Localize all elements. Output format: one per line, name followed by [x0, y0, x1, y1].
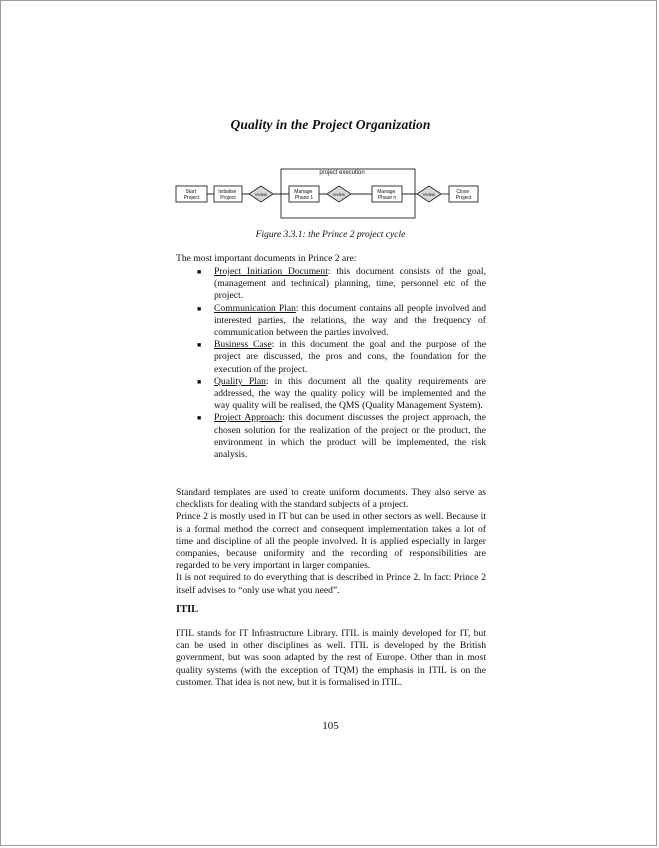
figure-caption: Figure 3.3.1: the Prince 2 project cycle — [255, 230, 406, 240]
list-item-text: : in this document the goal and the purpose of the project are discussed, the pros and cons, the foundation for the execution of the project. — [214, 339, 487, 375]
bullet-icon: ■ — [197, 414, 202, 423]
phase1-line2: Phase 1 — [294, 195, 314, 201]
list-item-text: : this document contains all people involved and interested parties, the relations, the way and the frequency of communication between the parties involved. — [214, 302, 486, 339]
paragraph: ITIL stands for IT Infrastructure Library. ITIL is mainly developed for IT, but can be used in other disciplines as well. ITIL is developed by the British government, but was soon adapted by the rest of Europe. Other than in most quality systems (with the exception of TQM) the emphasis in ITIL is on the customer. That idea is not new, but it is formalised in ITIL. — [176, 628, 486, 688]
paragraph: Standard templates are used to create uniform documents. They also serve as checklists for dealing with the standard subjects of a project. — [176, 487, 486, 511]
page-number: 105 — [322, 720, 339, 732]
body-paragraphs — [176, 487, 486, 597]
page-title: Quality in the Project Organization — [230, 117, 431, 132]
list-item-term: Project Approach — [214, 412, 283, 424]
itil-section — [176, 628, 486, 689]
close-line1: Close — [456, 189, 470, 195]
phasen-line1: Manage — [377, 189, 396, 195]
documents-list — [176, 266, 486, 461]
list-item — [176, 303, 486, 340]
svg-text:Initialise Project — [218, 189, 237, 201]
paragraph: It is not required to do everything that is described in Prince 2. In fact: Prince 2 itself advises to “only use what you need”. — [176, 572, 486, 596]
section-heading: ITIL — [176, 604, 199, 615]
group-label: project execution — [319, 170, 365, 176]
list-item-text: : this document discusses the project approach, the chosen solution for the realization of the project or the product, the environment in which the product will be implemented, the risk analysis. — [214, 412, 486, 461]
close-line2: Project — [455, 195, 472, 201]
review-label-1: review — [254, 192, 268, 197]
svg-text:Manage Phase 1 — [294, 189, 313, 201]
svg-text:Close Project — [456, 189, 472, 201]
svg-text:Manage Phase n — [377, 189, 396, 201]
list-item — [176, 412, 486, 461]
phasen-line2: Phase n — [377, 195, 397, 201]
prince2-cycle-diagram — [173, 164, 485, 220]
review-label-2: review — [332, 192, 346, 197]
initiate-line1: Initialise — [218, 189, 237, 195]
list-item — [176, 266, 486, 303]
list-item — [176, 376, 486, 413]
phase1-line1: Manage — [294, 189, 313, 195]
intro-text: The most important documents in Prince 2 are: — [176, 253, 357, 264]
start-line2: Project — [183, 195, 200, 201]
paragraph: Prince 2 is mostly used in IT but can be used in other sectors as well. Because it is a formal method the correct and consequent implementation takes a lot of time and discipline of all the people involved. It is applied especially in larger companies, because uniformity and the recording of responsibilities are regarded to be very important in larger companies. — [176, 511, 486, 572]
review-label-3: review — [422, 192, 436, 197]
svg-text:Start Project — [184, 189, 200, 201]
bullet-icon: ■ — [197, 304, 202, 313]
list-item-term: Communication Plan — [214, 302, 296, 314]
list-item-term: Quality Plan — [214, 375, 266, 387]
list-item-term: Project Initiation Document — [214, 266, 328, 277]
initiate-line2: Project — [220, 195, 236, 201]
list-item-text: : in this document all the quality requirements are addressed, the way the quality policy will be implemented and the way quality will be realised, the QMS (Quality Management System). — [214, 375, 486, 412]
bullet-icon: ■ — [197, 377, 202, 386]
list-item-text: : this document consists of the goal, (management and technical) planning, time, personnel etc of the project. — [214, 266, 486, 302]
start-line1: Start — [185, 189, 197, 195]
list-item — [176, 339, 486, 376]
bullet-icon: ■ — [197, 341, 202, 350]
bullet-icon: ■ — [197, 268, 202, 276]
list-item-term: Business Case — [214, 339, 272, 351]
